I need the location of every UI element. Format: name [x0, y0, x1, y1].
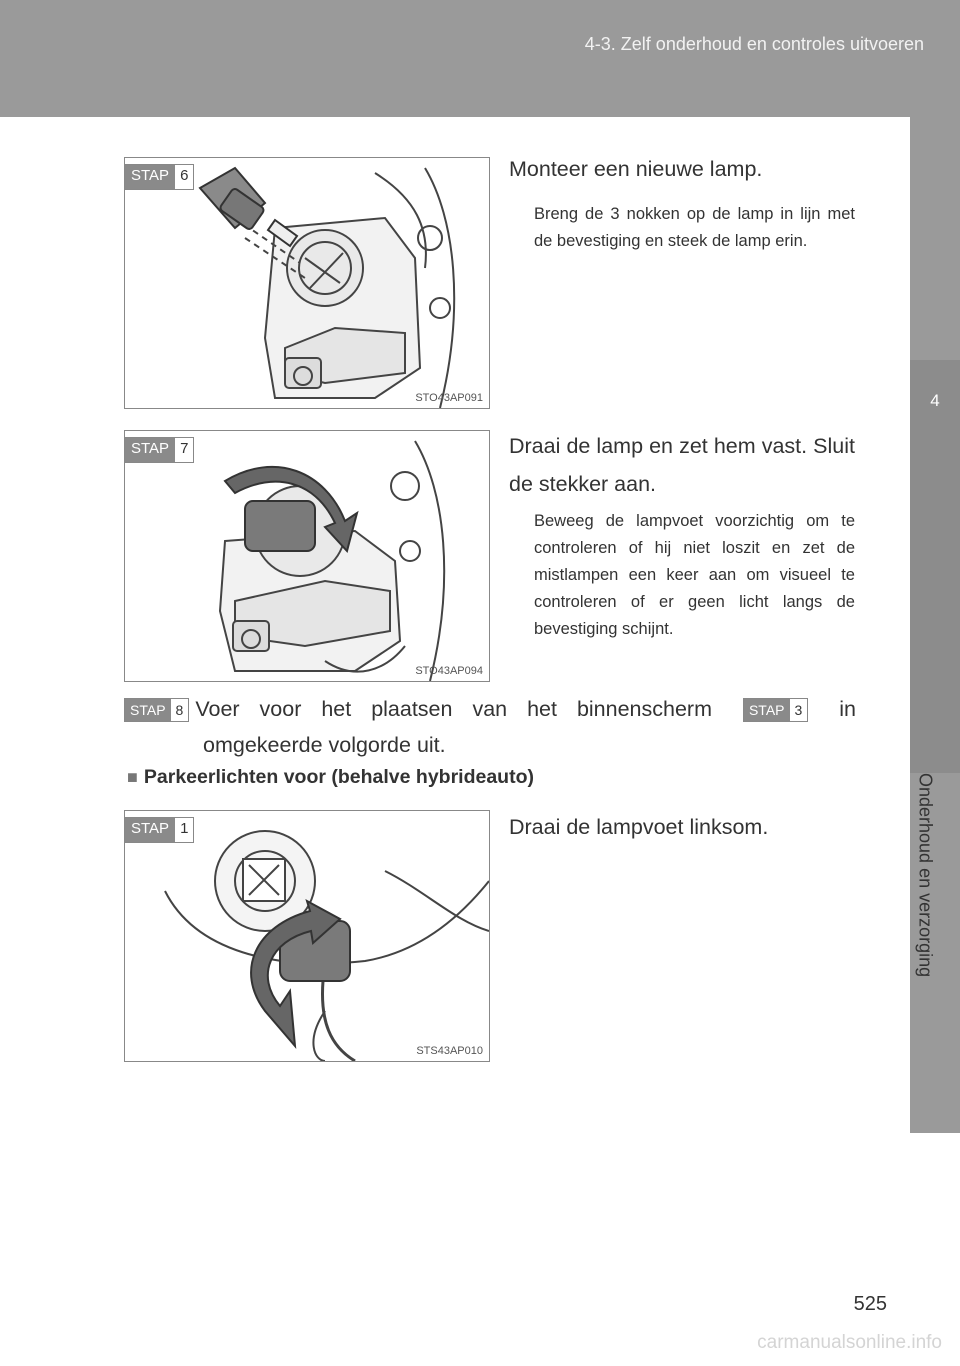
step-8-text-before: Voer voor het plaatsen van het binnenscherm: [195, 697, 712, 721]
figure-code: STS43AP010: [416, 1045, 483, 1057]
figure-step-7: [124, 430, 490, 682]
step-7-text: Draai de lamp en zet hem vast. Sluit de stekker aan.: [509, 434, 855, 496]
step-8-line-2: omgekeerde volgorde uit.: [203, 733, 446, 757]
page-header: [0, 0, 960, 117]
step-8-line-1: [124, 691, 856, 728]
step-6-subtext: Breng de 3 nokken op de lamp in lijn met de bevestiging en steek de lamp erin.: [534, 205, 855, 250]
section-heading-text: Parkeerlichten voor (behalve hybrideauto): [143, 766, 534, 788]
illustration-install-bulb: [125, 158, 489, 408]
section-heading: [127, 766, 534, 789]
side-tab-label-box: [910, 773, 960, 1033]
side-tab-number-box: [910, 360, 960, 773]
figure-step-6: [124, 157, 490, 409]
side-tab-number: 4: [930, 391, 940, 410]
step-ref-badge-label: STAP: [744, 699, 790, 721]
step-7-subtext: Beweeg de lampvoet voorzichtig om te controleren of hij niet loszit en zet de mistlampen een keer aan om visueel te controleren of er geen licht langs de bevestiging schijnt.: [534, 512, 855, 638]
side-tab-label: Onderhoud en verzorging: [915, 773, 936, 978]
figure-code: STO43AP094: [415, 665, 483, 677]
step-badge-label: STAP: [125, 699, 171, 721]
step-badge-number: 1: [180, 820, 189, 837]
step-8-text-after: in: [839, 697, 856, 721]
step-badge-label: STAP: [125, 438, 175, 462]
step-badge-number: 7: [180, 440, 189, 457]
step-ref-badge: [743, 698, 808, 722]
step-badge-label: STAP: [125, 818, 175, 842]
step-badge-label: STAP: [125, 165, 175, 189]
step-badge: [124, 437, 194, 463]
step-badge: [124, 817, 194, 843]
step-badge-number: 6: [180, 167, 189, 184]
page-number: 525: [853, 1293, 887, 1315]
step-badge-number: 8: [175, 701, 184, 718]
illustration-turn-socket: [125, 811, 489, 1061]
step-badge: [124, 164, 194, 190]
step-badge: [124, 698, 189, 722]
parking-step-1-text: Draai de lampvoet linksom.: [509, 815, 769, 839]
step-ref-badge-number: 3: [794, 701, 803, 718]
section-marker: ■: [127, 767, 138, 787]
figure-code: STO43AP091: [415, 392, 483, 404]
watermark: carmanualsonline.info: [757, 1332, 942, 1353]
figure-parking-step-1: [124, 810, 490, 1062]
illustration-turn-bulb: [125, 431, 489, 681]
step-6-text: Monteer een nieuwe lamp.: [509, 157, 763, 181]
header-title: 4-3. Zelf onderhoud en controles uitvoeren: [584, 34, 924, 54]
